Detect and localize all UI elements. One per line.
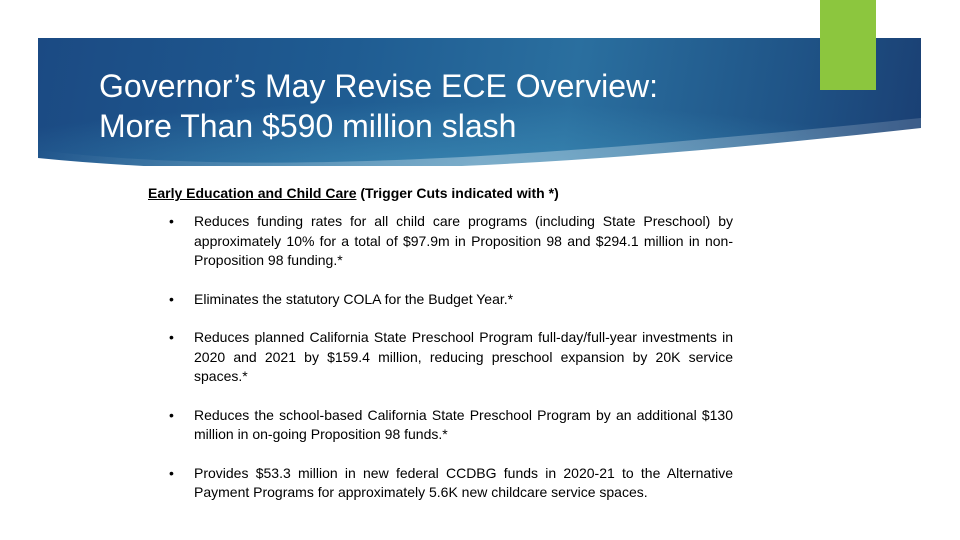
bullet-icon: • xyxy=(169,464,174,481)
section-heading-note: (Trigger Cuts indicated with *) xyxy=(356,185,559,201)
bullet-item xyxy=(148,212,733,271)
bullet-text: Reduces funding rates for all child care programs (including State Preschool) by approximately 10% for a total of $97.9m in Proposition 98 and $294.1 million in non-Proposition 98 funding.* xyxy=(194,213,733,268)
bullet-item xyxy=(148,464,733,503)
slide-title xyxy=(99,66,799,146)
accent-bar xyxy=(820,0,876,90)
bullet-text: Eliminates the statutory COLA for the Budget Year.* xyxy=(194,290,514,307)
content-box xyxy=(148,183,733,522)
section-heading xyxy=(148,183,733,203)
bullet-item xyxy=(148,290,733,310)
bullet-icon: • xyxy=(169,406,174,423)
bullet-text: Provides $53.3 million in new federal CCDBG funds in 2020-21 to the Alternative Payment Programs for approximately 5.6K new childcare service spaces. xyxy=(194,464,733,500)
bullet-icon: • xyxy=(169,290,174,307)
bullet-text: Reduces planned California State Preschool Program full-day/full-year investments in 2020 and 2021 by $159.4 million, reducing preschool expansion by 20K service spaces.* xyxy=(194,329,733,384)
title-line-1: Governor’s May Revise ECE Overview: xyxy=(99,68,658,104)
bullet-icon: • xyxy=(169,213,174,229)
title-line-2: More Than $590 million slash xyxy=(99,108,517,144)
bullet-icon: • xyxy=(169,329,174,345)
bullet-item xyxy=(148,406,733,445)
bullet-text: Reduces the school-based California State Preschool Program by an additional $130 million in on-going Proposition 98 funds.* xyxy=(194,406,733,442)
bullet-list xyxy=(148,212,733,503)
bullet-item xyxy=(148,328,733,387)
section-heading-underlined: Early Education and Child Care xyxy=(148,185,357,201)
